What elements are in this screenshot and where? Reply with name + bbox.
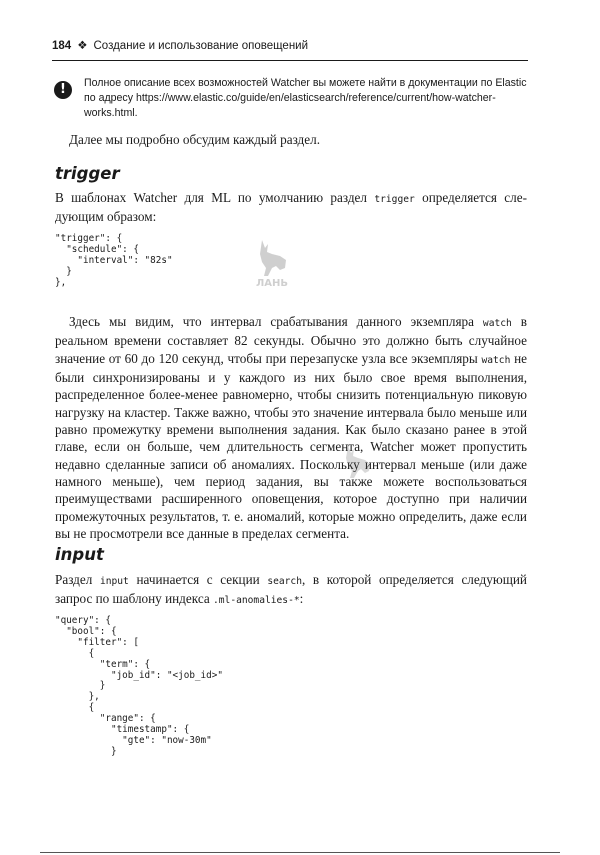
running-header bbox=[52, 36, 528, 61]
note-text: Полное описание всех возможностей Watcher вы можете найти в документации по Elastic по адресу https://www.elastic.co/guide/en/elasticsearch/reference/current/how-watcher-works.html. bbox=[84, 77, 527, 119]
inline-code: .ml-anomalies-* bbox=[213, 595, 300, 607]
page-number: 184 bbox=[52, 40, 72, 52]
trigger-explanation-paragraph: Здесь мы видим, что интервал срабатывания данного экземпляра watch в реальном времени составляет 82 секунды. Обычно это должно быть случайное значение от 60 до 120 секунд, чтобы при перезапуске узла все экземпляры watch не были синхронизированы и у каждого из них было свое время выполнения, распределенное более-менее равномерно, чтобы снизить потенциальную пиковую нагрузку на кластер. Также важно, чтобы это значение интервала было меньше или равно промежутку времени выполнения задания. Как было сказано ранее в этой главе, если он больше, чем длительность сегмента, Watcher может пропустить недавно сделанные записи об аномалиях. Поскольку интервал меньше (или даже намного меньше), чем период задания, вы также можете воспользоваться преимуществами расширенного оповещения, которое доступно при наличии промежуточных результатов, т. е. аномалий, которые можно определить, даже если вы не просмотрели все данные в пределах сегмента. bbox=[55, 314, 527, 542]
exclamation-circle-icon: ! bbox=[54, 81, 72, 99]
inline-code: search bbox=[267, 576, 302, 587]
inline-code: input bbox=[99, 576, 129, 587]
publisher-logo-watermark-2 bbox=[338, 442, 378, 490]
section-heading-input: input bbox=[55, 545, 104, 564]
input-intro-paragraph: Раздел input начинается с секции search, в которой определяется следующий запрос по шаблону индекса .ml-anomalies-*: bbox=[55, 572, 527, 607]
chapter-title: Создание и использование оповещений bbox=[93, 40, 309, 52]
inline-code: watch bbox=[482, 318, 512, 329]
publisher-logo-watermark bbox=[250, 236, 296, 288]
inline-code: trigger bbox=[374, 194, 415, 205]
header-separator-icon: ❖ bbox=[77, 40, 88, 52]
footer-divider bbox=[40, 852, 560, 853]
code-block-input: "query": { "bool": { "filter": [ { "term": { "job_id": "<job_id>" } }, { "range": { "timestamp": { "gte": "now-30m" } bbox=[55, 615, 223, 757]
trigger-intro-paragraph: В шаблонах Watcher для ML по умолчанию раздел trigger определяется следующим образом: bbox=[55, 190, 528, 225]
intro-paragraph: Далее мы подробно обсудим каждый раздел. bbox=[69, 132, 320, 147]
deer-logo-icon bbox=[260, 240, 286, 276]
info-note bbox=[52, 76, 528, 121]
code-block-trigger: "trigger": { "schedule": { "interval": "82s" } }, bbox=[55, 233, 173, 288]
deer-logo-icon bbox=[346, 446, 370, 478]
inline-code: watch bbox=[481, 354, 511, 366]
watermark-text: ЛАНЬ bbox=[256, 278, 289, 288]
section-heading-trigger: trigger bbox=[55, 164, 120, 183]
